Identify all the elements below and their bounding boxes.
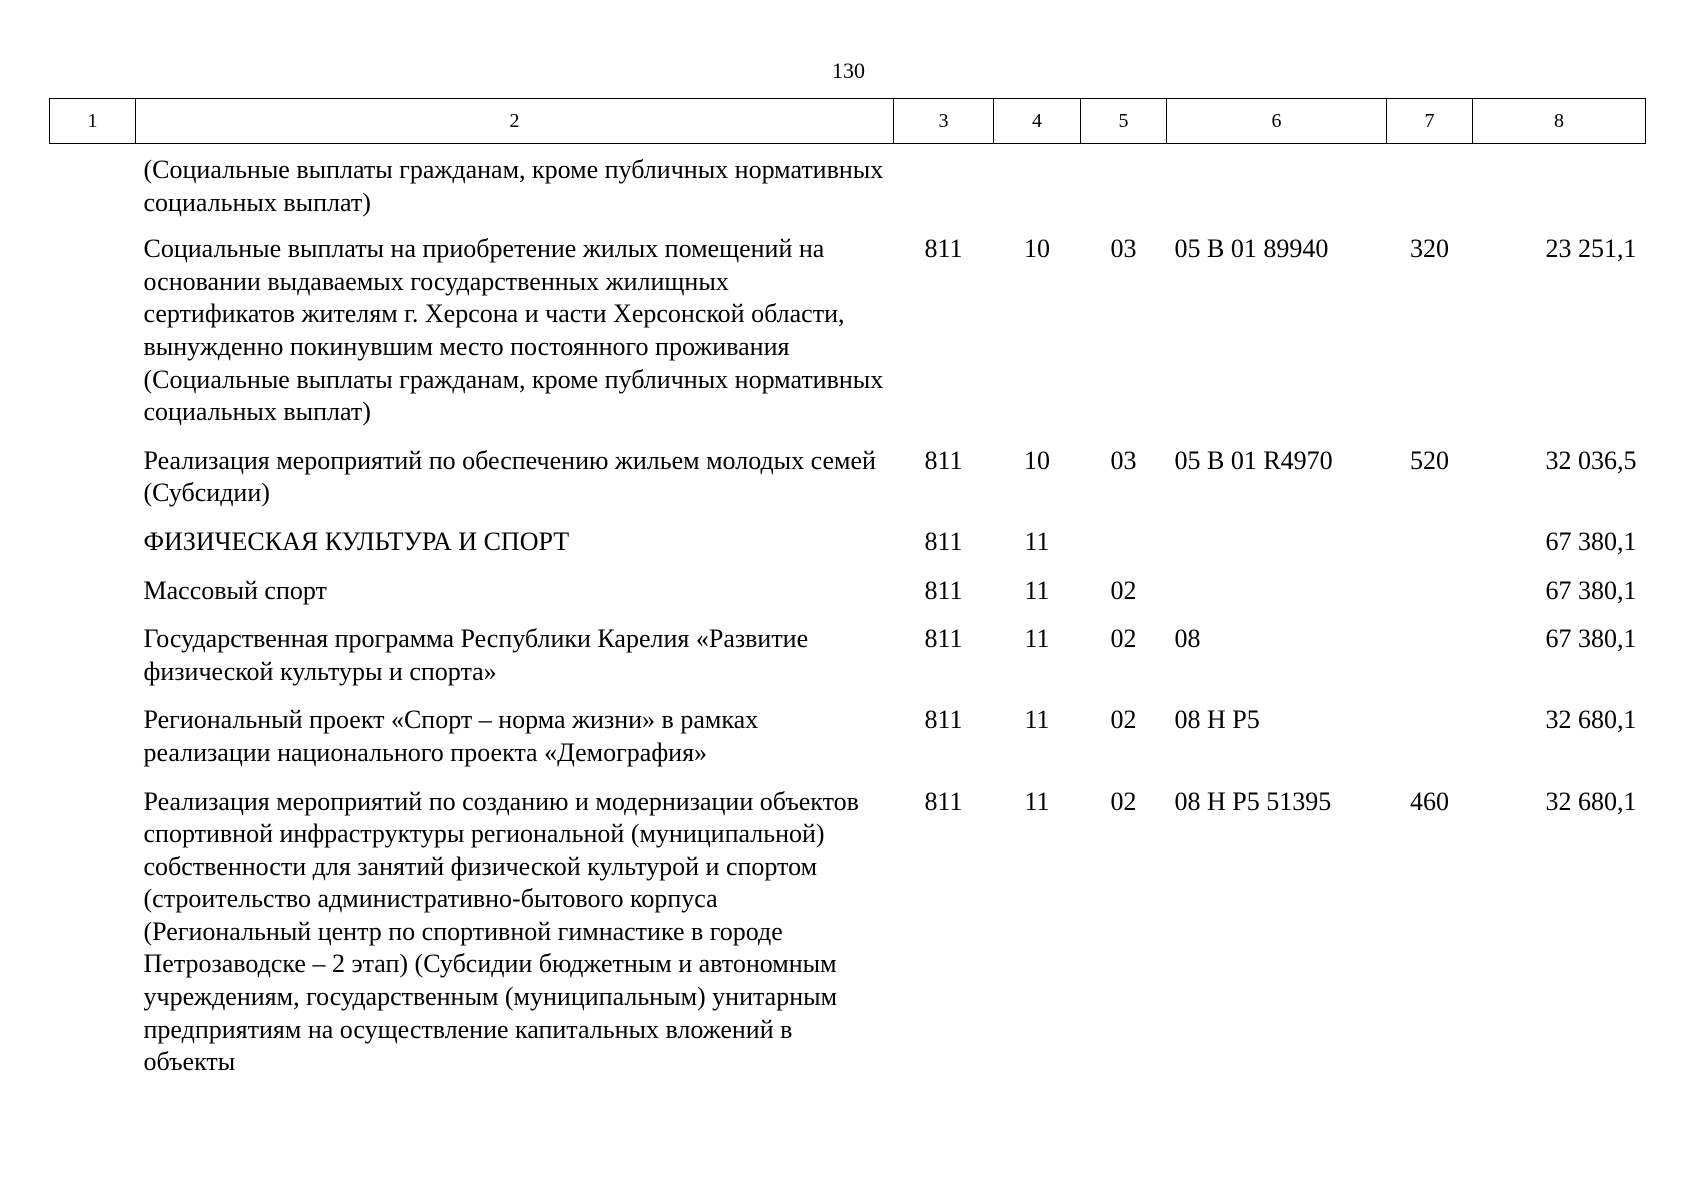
header-col-1: 1	[50, 99, 136, 144]
row-admin-code: 811	[924, 624, 963, 654]
row-subsection: 02	[1110, 624, 1137, 654]
table-row	[50, 704, 1646, 785]
row-amount: 23 251,1	[1545, 234, 1637, 264]
table-row	[50, 233, 1646, 445]
row-expense-type	[1387, 144, 1473, 234]
row-index-cell	[50, 623, 136, 704]
row-index-cell	[50, 526, 136, 575]
table-body	[50, 144, 1646, 1095]
table-row	[50, 786, 1646, 1095]
row-section	[994, 144, 1081, 234]
row-target-article: 08 Н Р5	[1174, 705, 1260, 735]
header-col-3: 3	[894, 99, 994, 144]
table-row	[50, 526, 1646, 575]
header-col-7: 7	[1387, 99, 1473, 144]
row-admin-code	[894, 144, 994, 234]
row-index-cell	[50, 704, 136, 785]
row-amount: 32 680,1	[1545, 705, 1637, 735]
row-subsection	[1081, 144, 1167, 234]
row-admin-code: 811	[924, 786, 963, 816]
table-row	[50, 623, 1646, 704]
row-section: 10	[1024, 445, 1050, 475]
row-expense-type	[1387, 526, 1473, 575]
row-subsection	[1081, 526, 1167, 575]
row-target-article: 08	[1174, 624, 1201, 654]
row-name: Реализация мероприятий по созданию и модернизации объектов спортивной инфраструктуры региональной (муниципальной) собственности для занятий физической культурой и спортом (строительство административно-бытового корпуса (Региональный центр по спортивной гимнастике в городе Петрозаводске – 2 этап) (Субсидии бюджетным и автономным учреждениям, государственным (муниципальным) унитарным предприятиям на осуществление капитальных вложений в объекты	[143, 786, 859, 1077]
row-name: Массовый спорт	[143, 575, 327, 605]
row-admin-code: 811	[924, 526, 963, 556]
header-col-2: 2	[136, 99, 894, 144]
row-target-article	[1167, 526, 1387, 575]
row-subsection: 02	[1110, 575, 1137, 605]
row-expense-type: 520	[1410, 445, 1449, 475]
row-admin-code: 811	[924, 445, 963, 475]
table-header-row	[50, 99, 1646, 144]
row-expense-type: 320	[1410, 234, 1449, 264]
row-target-article	[1167, 575, 1387, 624]
row-section: 11	[1024, 786, 1050, 816]
row-subsection: 03	[1110, 234, 1137, 264]
header-col-6: 6	[1167, 99, 1387, 144]
row-section: 11	[1024, 575, 1050, 605]
table-row	[50, 144, 1646, 234]
page-number: 130	[832, 58, 865, 83]
row-index-cell	[50, 233, 136, 445]
row-expense-type	[1387, 704, 1473, 785]
table-row	[50, 575, 1646, 624]
row-section: 11	[1024, 624, 1050, 654]
row-admin-code: 811	[924, 234, 963, 264]
row-index-cell	[50, 445, 136, 526]
row-index-cell	[50, 575, 136, 624]
row-amount: 67 380,1	[1545, 624, 1637, 654]
row-admin-code: 811	[924, 705, 963, 735]
row-subsection: 02	[1110, 786, 1137, 816]
row-amount: 67 380,1	[1545, 575, 1637, 605]
row-expense-type	[1387, 623, 1473, 704]
header-col-4: 4	[994, 99, 1081, 144]
header-col-5: 5	[1081, 99, 1167, 144]
table-row	[50, 445, 1646, 526]
row-admin-code: 811	[924, 575, 963, 605]
row-target-article: 08 Н Р5 51395	[1174, 786, 1332, 816]
row-name: Государственная программа Республики Карелия «Развитие физической культуры и спорта»	[143, 624, 809, 686]
header-col-8: 8	[1473, 99, 1646, 144]
row-amount: 32 680,1	[1545, 786, 1637, 816]
row-name: ФИЗИЧЕСКАЯ КУЛЬТУРА И СПОРТ	[143, 526, 570, 556]
row-index-cell	[50, 144, 136, 234]
row-target-article: 05 В 01 R4970	[1174, 445, 1333, 475]
budget-table	[49, 98, 1646, 1095]
row-section: 10	[1024, 234, 1050, 264]
row-name: Реализация мероприятий по обеспечению жильем молодых семей (Субсидии)	[143, 445, 876, 508]
table-header	[50, 99, 1646, 144]
row-target-article	[1167, 144, 1387, 234]
row-amount: 67 380,1	[1545, 526, 1637, 556]
row-subsection: 02	[1110, 705, 1137, 735]
row-name: Региональный проект «Спорт – норма жизни» в рамках реализации национального проекта «Демография»	[143, 705, 759, 767]
row-amount	[1473, 144, 1646, 234]
row-section: 11	[1024, 705, 1050, 735]
row-expense-type	[1387, 575, 1473, 624]
row-amount: 32 036,5	[1545, 445, 1637, 475]
row-expense-type: 460	[1410, 786, 1449, 816]
row-section: 11	[1024, 526, 1050, 556]
row-name: (Социальные выплаты гражданам, кроме публичных нормативных социальных выплат)	[143, 155, 884, 217]
row-subsection: 03	[1110, 445, 1137, 475]
row-target-article: 05 В 01 89940	[1174, 234, 1329, 264]
row-index-cell	[50, 786, 136, 1095]
row-name: Социальные выплаты на приобретение жилых помещений на основании выдаваемых государственных жилищных сертификатов жителям г. Херсона и части Херсонской области, вынужденно покинувшим место постоянного проживания (Социальные выплаты гражданам, кроме публичных нормативных социальных выплат)	[143, 234, 884, 427]
